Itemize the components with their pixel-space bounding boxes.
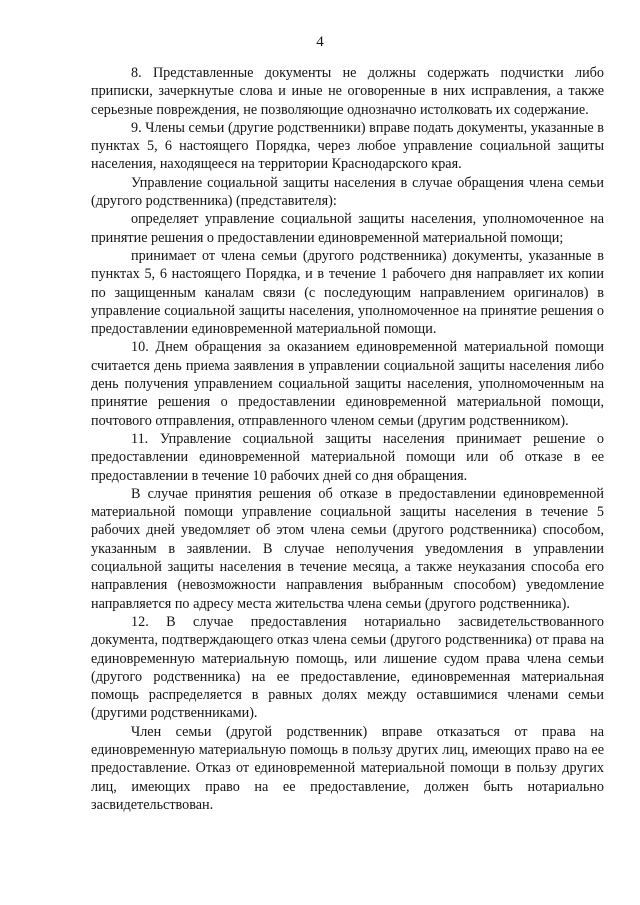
paragraph-12: 12. В случае предоставления нотариально засвидетельствованного документа, подтверждающего отказ члена семьи (другого родственника) от права на единовременную материальную помощь, или лишение судом права члена семьи (другого родственника) на ее предоставление, единовременная материальная помощь распределяется в равных долях между оставшимися членами семьи (другими родственниками). — [91, 613, 604, 722]
paragraph-9-item-1: определяет управление социальной защиты населения, уполномоченное на принятие решения о предоставлении единовременной материальной помощи; — [91, 211, 604, 246]
paragraph-9-intro: Управление социальной защиты населения в случае обращения члена семьи (другого родственника) (представителя): — [91, 174, 604, 210]
paragraph-11: 11. Управление социальной защиты населения принимает решение о предоставлении единовременной материальной помощи или об отказе в ее предоставлении в течение 10 рабочих дней со дня обращения. — [91, 430, 604, 484]
page-number: 4 — [316, 34, 324, 50]
paragraph-8: 8. Представленные документы не должны содержать подчистки либо приписки, зачеркнутые слова и иные не оговоренные в них исправления, а также серьезные повреждения, не позволяющие однозначно истолковать их содержание. — [91, 65, 604, 118]
paragraph-9-item-2: принимает от члена семьи (другого родственника) документы, указанные в пунктах 5, 6 настоящего Порядка, и в течение 1 рабочего дня направляет их копии по защищенным каналам связи (с последующим направлением оригиналов) в управление социальной защиты населения, уполномоченное на принятие решения о предоставлении единовременной материальной помощи. — [91, 247, 604, 338]
paragraph-11-refusal: В случае принятия решения об отказе в предоставлении единовременной материальной помощи управление социальной защиты населения в течение 5 рабочих дней уведомляет об этом члена семьи (другого родственника) способом, указанным в заявлении. В случае неполучения уведомления в управлении социальной защиты населения в течение месяца, а также неуказания способа его направления (невозможности направления выбранным способом) уведомление направляется по адресу места жительства члена семьи (другого родственника). — [91, 485, 604, 612]
paragraph-12-waiver: Член семьи (другой родственник) вправе отказаться от права на единовременную материальную помощь в пользу других лиц, имеющих право на ее предоставление. Отказ от единовременной материальной помощи в пользу других лиц, имеющих право на ее предоставление, должен быть нотариально засвидетельствован. — [91, 723, 604, 813]
document-body — [91, 64, 604, 814]
paragraph-10: 10. Днем обращения за оказанием единовременной материальной помощи считается день приема заявления в управлении социальной защиты населения либо день получения управлением социальной защиты населения, уполномоченным на принятие решения о предоставлении единовременной материальной помощи, почтового отправления, отправленного членом семьи (другим родственником). — [91, 339, 604, 429]
paragraph-9: 9. Члены семьи (другие родственники) вправе подать документы, указанные в пунктах 5, 6 настоящего Порядка, через любое управление социальной защиты населения, находящееся на территории Краснодарского края. — [91, 119, 604, 173]
